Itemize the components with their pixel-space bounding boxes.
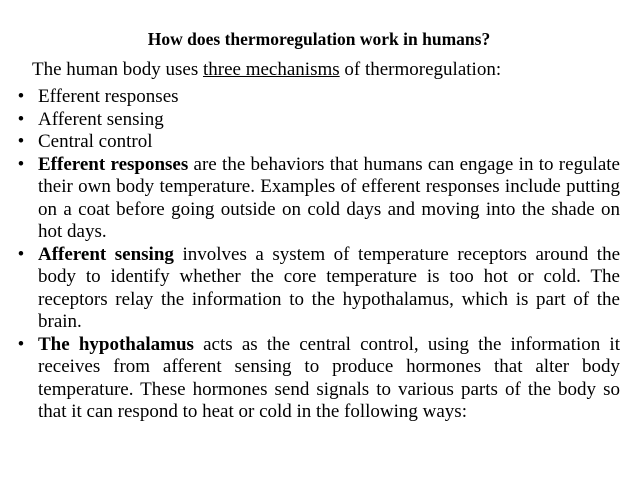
detail-text: acts as the central control, using the information it receives from afferent sensing to produce hormones that alter body temperature. These hormones send signals to various parts of the body so that it can respond to heat or cold in the following ways:	[38, 333, 620, 422]
detail-paragraph	[38, 154, 620, 244]
intro-text-before: The human body uses	[32, 59, 203, 80]
bullet-icon: •	[17, 333, 25, 355]
detail-text: involves a system of temperature receptors around the body to identify whether the core temperature is too hot or cold. The receptors relay the information to the hypothalamus, which is part of the brain.	[38, 243, 620, 332]
detail-paragraph	[38, 334, 620, 424]
bullet-icon: •	[17, 153, 25, 175]
bullet-icon: •	[17, 243, 25, 265]
list-item	[0, 154, 638, 244]
bullet-list	[0, 86, 638, 424]
intro-underlined-text: three mechanisms	[202, 59, 340, 80]
bullet-icon: •	[17, 108, 25, 130]
list-item	[0, 244, 638, 334]
detail-term: The hypothalamus	[38, 333, 194, 355]
mechanism-label: Afferent sensing	[38, 108, 164, 130]
slide-title: How does thermoregulation work in humans?	[147, 29, 491, 49]
detail-term: Afferent sensing	[38, 243, 174, 265]
bullet-icon: •	[17, 86, 25, 107]
bullet-icon: •	[17, 131, 25, 152]
detail-text: are the behaviors that humans can engage in to regulate their own body temperature. Examples of efferent responses include putting on a coat before going outside on cold days and moving into the shade on hot days.	[38, 153, 620, 242]
detail-paragraph	[38, 244, 620, 334]
list-item	[0, 131, 638, 154]
detail-term: Efferent responses	[38, 153, 189, 175]
mechanism-label: Central control	[38, 131, 153, 152]
mechanism-label: Efferent responses	[38, 86, 179, 107]
list-item	[0, 334, 638, 424]
intro-sentence	[32, 58, 622, 81]
list-item	[0, 109, 638, 132]
intro-text-after: of thermoregulation:	[339, 59, 502, 80]
list-item	[0, 86, 638, 109]
